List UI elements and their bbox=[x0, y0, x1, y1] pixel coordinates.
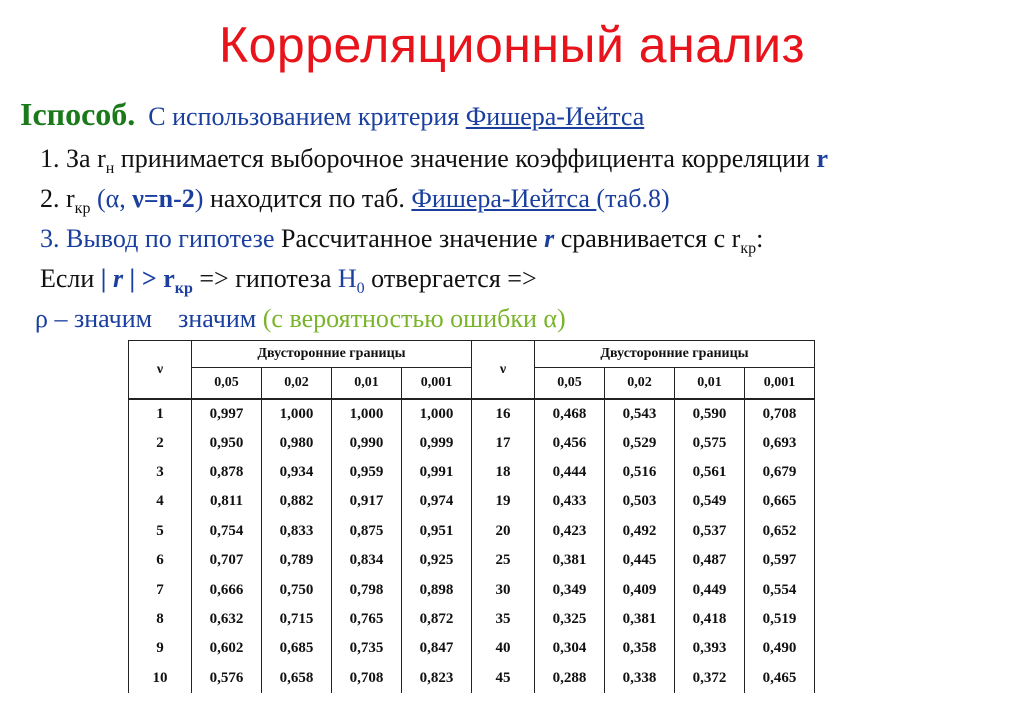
table-row bbox=[129, 487, 815, 516]
value-cell: 0,665 bbox=[745, 487, 815, 516]
alpha-header: 0,02 bbox=[605, 368, 675, 400]
condition-h: H bbox=[337, 264, 357, 293]
value-cell: 0,549 bbox=[675, 487, 745, 516]
step-2-paren-close: ) bbox=[194, 184, 204, 213]
value-cell: 0,847 bbox=[402, 634, 472, 663]
fisher-table-link[interactable]: Фишера-Иейтса bbox=[411, 184, 597, 213]
step-3-sub: кр bbox=[740, 240, 757, 258]
nu-cell: 16 bbox=[472, 399, 535, 428]
value-cell: 0,834 bbox=[332, 546, 402, 575]
value-cell: 0,872 bbox=[402, 605, 472, 634]
value-cell: 0,465 bbox=[745, 664, 815, 693]
value-cell: 0,575 bbox=[675, 428, 745, 457]
step-1-var: r bbox=[816, 144, 828, 173]
condition-line bbox=[40, 264, 537, 298]
condition-text: => гипотеза bbox=[192, 264, 338, 293]
value-cell: 0,543 bbox=[605, 399, 675, 428]
table-row bbox=[129, 428, 815, 457]
nu-cell: 40 bbox=[472, 634, 535, 663]
value-cell: 0,974 bbox=[402, 487, 472, 516]
value-cell: 0,393 bbox=[675, 634, 745, 663]
table-row bbox=[129, 399, 815, 428]
nu-cell: 10 bbox=[129, 664, 192, 693]
alpha-header: 0,02 bbox=[262, 368, 332, 400]
slide-title: Корреляционный анализ bbox=[218, 17, 806, 73]
condition-prefix: Если bbox=[40, 264, 101, 293]
value-cell: 0,666 bbox=[192, 575, 262, 604]
value-cell: 0,950 bbox=[192, 428, 262, 457]
value-cell: 0,707 bbox=[192, 546, 262, 575]
value-cell: 0,537 bbox=[675, 517, 745, 546]
fisher-yates-table bbox=[128, 340, 815, 693]
value-cell: 0,708 bbox=[745, 399, 815, 428]
nu-cell: 1 bbox=[129, 399, 192, 428]
condition-gt: > r bbox=[135, 264, 175, 293]
value-cell: 0,516 bbox=[605, 458, 675, 487]
nu-cell: 8 bbox=[129, 605, 192, 634]
value-cell: 0,951 bbox=[402, 517, 472, 546]
value-cell: 0,468 bbox=[535, 399, 605, 428]
step-3-label: 3. Вывод по гипотезе bbox=[40, 224, 275, 253]
conclusion-sig: значим bbox=[178, 304, 257, 333]
value-cell: 0,991 bbox=[402, 458, 472, 487]
fisher-link[interactable]: Фишера-Иейтса bbox=[465, 102, 645, 131]
nu-header-right: ν bbox=[472, 341, 535, 400]
nu-cell: 7 bbox=[129, 575, 192, 604]
value-cell: 0,765 bbox=[332, 605, 402, 634]
step-1-sub: н bbox=[105, 160, 115, 178]
value-cell: 0,487 bbox=[675, 546, 745, 575]
nu-cell: 45 bbox=[472, 664, 535, 693]
value-cell: 0,754 bbox=[192, 517, 262, 546]
step-3-text: Рассчитанное значение bbox=[274, 224, 545, 253]
value-cell: 0,811 bbox=[192, 487, 262, 516]
value-cell: 0,561 bbox=[675, 458, 745, 487]
value-cell: 0,925 bbox=[402, 546, 472, 575]
value-cell: 0,750 bbox=[262, 575, 332, 604]
value-cell: 0,444 bbox=[535, 458, 605, 487]
condition-sub: кр bbox=[174, 280, 193, 298]
value-cell: 0,789 bbox=[262, 546, 332, 575]
table-row bbox=[129, 634, 815, 663]
nu-cell: 20 bbox=[472, 517, 535, 546]
method-dot: . bbox=[127, 96, 136, 132]
value-cell: 0,325 bbox=[535, 605, 605, 634]
nu-cell: 2 bbox=[129, 428, 192, 457]
conclusion-prob: (с вероятностью ошибки α) bbox=[262, 304, 566, 333]
step-1-text: принимается выборочное значение коэффициента корреляции bbox=[114, 144, 817, 173]
value-cell: 0,735 bbox=[332, 634, 402, 663]
value-cell: 0,934 bbox=[262, 458, 332, 487]
method-label: Iспособ bbox=[20, 96, 128, 132]
table-row bbox=[129, 575, 815, 604]
value-cell: 0,708 bbox=[332, 664, 402, 693]
step-1 bbox=[40, 144, 828, 178]
step-2-text: находится по таб. bbox=[203, 184, 412, 213]
conclusion-rho: ρ – значим bbox=[35, 304, 153, 333]
nu-cell: 4 bbox=[129, 487, 192, 516]
group-header-right: Двусторонние границы bbox=[535, 341, 815, 368]
condition-abs: | r | bbox=[100, 264, 136, 293]
value-cell: 0,449 bbox=[675, 575, 745, 604]
value-cell: 0,381 bbox=[605, 605, 675, 634]
step-3-colon: : bbox=[756, 224, 764, 253]
table-row bbox=[129, 517, 815, 546]
nu-cell: 19 bbox=[472, 487, 535, 516]
value-cell: 0,715 bbox=[262, 605, 332, 634]
value-cell: 0,959 bbox=[332, 458, 402, 487]
value-cell: 0,490 bbox=[745, 634, 815, 663]
value-cell: 0,519 bbox=[745, 605, 815, 634]
value-cell: 0,597 bbox=[745, 546, 815, 575]
nu-cell: 9 bbox=[129, 634, 192, 663]
value-cell: 0,433 bbox=[535, 487, 605, 516]
value-cell: 0,503 bbox=[605, 487, 675, 516]
value-cell: 0,980 bbox=[262, 428, 332, 457]
value-cell: 0,456 bbox=[535, 428, 605, 457]
value-cell: 0,652 bbox=[745, 517, 815, 546]
step-2-sub: кр bbox=[74, 200, 91, 218]
step-2-paren-open: (α, bbox=[90, 184, 133, 213]
value-cell: 0,338 bbox=[605, 664, 675, 693]
step-2-nu: ν=n-2 bbox=[132, 184, 195, 213]
value-cell: 0,679 bbox=[745, 458, 815, 487]
alpha-header: 0,05 bbox=[535, 368, 605, 400]
table-row bbox=[129, 458, 815, 487]
value-cell: 0,999 bbox=[402, 428, 472, 457]
group-header-left: Двусторонние границы bbox=[192, 341, 472, 368]
value-cell: 0,798 bbox=[332, 575, 402, 604]
value-cell: 0,372 bbox=[675, 664, 745, 693]
value-cell: 0,590 bbox=[675, 399, 745, 428]
method-text: С использованием критерия bbox=[148, 102, 466, 131]
value-cell: 0,917 bbox=[332, 487, 402, 516]
value-cell: 0,878 bbox=[192, 458, 262, 487]
nu-cell: 18 bbox=[472, 458, 535, 487]
value-cell: 0,990 bbox=[332, 428, 402, 457]
value-cell: 0,602 bbox=[192, 634, 262, 663]
value-cell: 0,693 bbox=[745, 428, 815, 457]
nu-cell: 25 bbox=[472, 546, 535, 575]
value-cell: 1,000 bbox=[262, 399, 332, 428]
nu-cell: 3 bbox=[129, 458, 192, 487]
value-cell: 0,576 bbox=[192, 664, 262, 693]
table-row bbox=[129, 664, 815, 693]
value-cell: 0,445 bbox=[605, 546, 675, 575]
nu-cell: 5 bbox=[129, 517, 192, 546]
value-cell: 0,658 bbox=[262, 664, 332, 693]
table-row bbox=[129, 546, 815, 575]
alpha-header: 0,01 bbox=[675, 368, 745, 400]
value-cell: 0,349 bbox=[535, 575, 605, 604]
value-cell: 0,882 bbox=[262, 487, 332, 516]
condition-hsub: 0 bbox=[356, 280, 365, 298]
nu-cell: 35 bbox=[472, 605, 535, 634]
nu-cell: 30 bbox=[472, 575, 535, 604]
conclusion-line bbox=[35, 304, 566, 334]
value-cell: 0,823 bbox=[402, 664, 472, 693]
condition-text2: отвергается => bbox=[364, 264, 537, 293]
value-cell: 0,833 bbox=[262, 517, 332, 546]
step-2-prefix: 2. r bbox=[40, 184, 75, 213]
value-cell: 0,529 bbox=[605, 428, 675, 457]
nu-header-left: ν bbox=[129, 341, 192, 400]
value-cell: 0,358 bbox=[605, 634, 675, 663]
step-1-prefix: 1. За r bbox=[40, 144, 106, 173]
value-cell: 1,000 bbox=[332, 399, 402, 428]
method-line bbox=[20, 96, 644, 133]
value-cell: 0,409 bbox=[605, 575, 675, 604]
step-2 bbox=[40, 184, 670, 218]
value-cell: 0,423 bbox=[535, 517, 605, 546]
value-cell: 0,554 bbox=[745, 575, 815, 604]
alpha-header: 0,001 bbox=[745, 368, 815, 400]
step-3-text2: сравнивается с r bbox=[554, 224, 741, 253]
value-cell: 0,288 bbox=[535, 664, 605, 693]
table-row bbox=[129, 605, 815, 634]
value-cell: 1,000 bbox=[402, 399, 472, 428]
value-cell: 0,304 bbox=[535, 634, 605, 663]
step-2-tab: (таб.8) bbox=[596, 184, 670, 213]
value-cell: 0,381 bbox=[535, 546, 605, 575]
value-cell: 0,685 bbox=[262, 634, 332, 663]
value-cell: 0,492 bbox=[605, 517, 675, 546]
step-3-var: r bbox=[544, 224, 555, 253]
value-cell: 0,418 bbox=[675, 605, 745, 634]
nu-cell: 17 bbox=[472, 428, 535, 457]
value-cell: 0,898 bbox=[402, 575, 472, 604]
nu-cell: 6 bbox=[129, 546, 192, 575]
value-cell: 0,997 bbox=[192, 399, 262, 428]
value-cell: 0,875 bbox=[332, 517, 402, 546]
alpha-header: 0,05 bbox=[192, 368, 262, 400]
alpha-header: 0,01 bbox=[332, 368, 402, 400]
value-cell: 0,632 bbox=[192, 605, 262, 634]
alpha-header: 0,001 bbox=[402, 368, 472, 400]
step-3 bbox=[40, 224, 763, 258]
